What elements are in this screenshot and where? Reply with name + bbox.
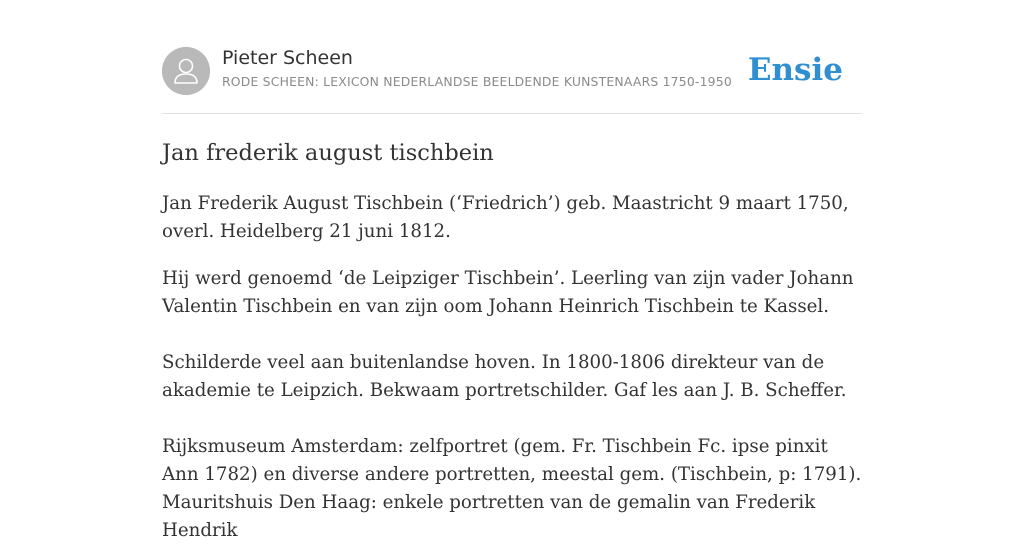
source-title[interactable]: RODE SCHEEN: LEXICON NEDERLANDSE BEELDENDE KUNSTENAARS 1750-1950 [222,74,732,89]
article-header [162,46,862,96]
paragraph-training: Hij werd genoemd ‘de Leipziger Tischbein’. Leerling van zijn vader Johann Valentin Tischbein en van zijn oom Johann Heinrich Tischbein te Kassel. [162,268,854,317]
paragraph-biography: Jan Frederik August Tischbein (‘Friedrich’) geb. Maastricht 9 maart 1750, overl. Heidelberg 21 juni 1812. [162,193,849,242]
header-divider [162,113,862,114]
paragraph-collections: Rijksmuseum Amsterdam: zelfportret (gem. Fr. Tischbein Fc. ipse pinxit Ann 1782) en diverse andere portretten, meestal gem. (Tischbein, p: 1791). Mauritshuis Den Haag: enkele portretten van de gemalin van Frederik Hendrik [162,436,862,541]
article-title: Jan frederik august tischbein [162,140,494,166]
paragraph-career: Schilderde veel aan buitenlandse hoven. In 1800-1806 direkteur van de akademie te Leipzich. Bekwaam portretschilder. Gaf les aan J. B. Scheffer. [162,352,847,401]
article-body [162,190,862,545]
author-name[interactable]: Pieter Scheen [222,47,353,69]
user-avatar-icon[interactable] [162,47,210,95]
ensie-logo[interactable]: Ensie [747,52,843,88]
